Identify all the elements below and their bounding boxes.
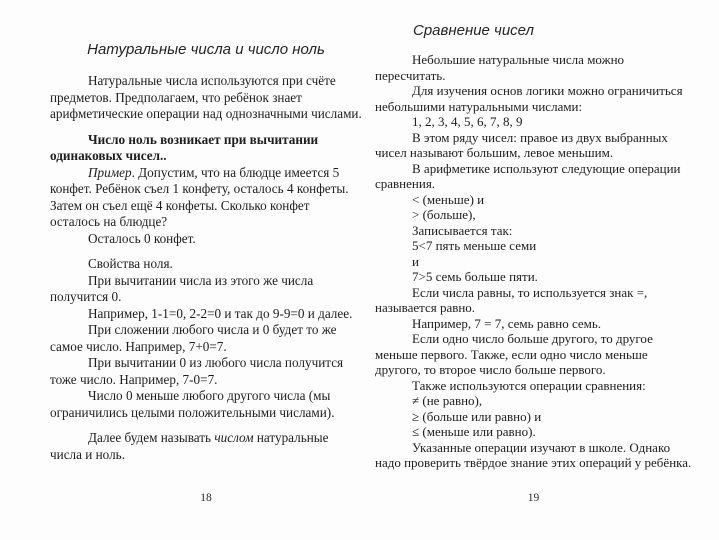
text-run: натуральные числа и ноль. — [50, 430, 329, 462]
text-run: Также используются операции сравнения: — [412, 377, 646, 393]
paragraph — [50, 231, 362, 248]
text-run: Осталось 0 конфет. — [88, 230, 196, 246]
text-run: . Допустим, что на блюдце имеется 5 конфет. Ребёнок съел 1 конфету, осталось 4 конфеты. Затем он съел ещё 4 конфеты. Сколько конфет осталось на блюдце? — [50, 164, 349, 229]
text-run: Небольшие натуральные числа можно пересчитать. — [375, 52, 625, 83]
text-run: ≠ (не равно), — [412, 393, 483, 408]
text-run: 7>5 семь больше пяти. — [412, 269, 538, 284]
paragraph — [50, 388, 362, 421]
paragraph — [375, 238, 692, 254]
text-run: 1, 2, 3, 4, 5, 6, 7, 8, 9 — [412, 114, 523, 129]
section-heading — [50, 132, 362, 165]
paragraph — [375, 393, 692, 409]
text-run: Для изучения основ логики можно ограничиться небольшими натуральными числами: — [375, 83, 683, 114]
text-run: Далее будем называть — [88, 430, 215, 445]
paragraph — [375, 316, 692, 332]
left-page-body — [50, 73, 362, 463]
paragraph — [50, 256, 362, 273]
text-run: При вычитании 0 из любого числа получится тоже число. Например, 7-0=7. — [50, 355, 344, 387]
text-run: и — [412, 253, 419, 269]
paragraph — [375, 254, 692, 270]
right-page-number: 19 — [527, 492, 540, 504]
right-page-title: Сравнение чисел — [413, 22, 534, 39]
paragraph — [375, 192, 692, 208]
text-run: В этом ряду чисел: правое из двух выбранных чисел называют большим, левое меньшим. — [375, 129, 668, 160]
paragraph — [375, 114, 692, 130]
paragraph — [50, 165, 362, 231]
text-run: ≤ (меньше или равно). — [412, 424, 536, 439]
paragraph — [50, 430, 362, 463]
text-run: Если числа равны, то используется знак =, называется равно. — [375, 284, 648, 315]
text-run: Число 0 меньше любого другого числа (мы ограничились целыми положительными числами). — [50, 388, 335, 420]
text-run: Свойства ноля. — [88, 256, 173, 271]
paragraph — [375, 207, 692, 223]
paragraph — [50, 355, 362, 388]
right-page-body — [375, 52, 692, 471]
paragraph — [375, 440, 692, 471]
text-run: Если одно число больше другого, то другое меньше первого. Также, если одно число меньше другого, то второе число больше первого. — [375, 331, 653, 377]
paragraph — [375, 269, 692, 285]
paragraph — [375, 83, 692, 114]
text-run: 5<7 пять меньше семи — [412, 238, 537, 253]
paragraph — [375, 285, 692, 316]
text-run: Натуральные числа используются при счёте предметов. Предполагаем, что ребёнок знает арифметические операции над однозначными числами. — [50, 73, 362, 121]
text-run: Например, 7 = 7, семь равно семь. — [412, 315, 602, 331]
paragraph — [375, 331, 692, 378]
paragraph — [375, 130, 692, 161]
text-run: При сложении любого числа и 0 будет то же самое число. Например, 7+0=7. — [50, 322, 337, 354]
paragraph — [375, 378, 692, 394]
paragraph — [375, 52, 692, 83]
text-run: Число ноль возникает при вычитании одинаковых чисел.. — [50, 131, 319, 163]
italic-text-run: Пример — [88, 164, 132, 180]
text-run: Например, 1-1=0, 2-2=0 и так до 9-9=0 и далее. — [88, 305, 353, 321]
text-run: > (больше), — [412, 207, 476, 222]
text-run: В арифметике используют следующие операции сравнения. — [375, 160, 681, 191]
left-page-number: 18 — [200, 492, 212, 504]
left-page-title: Натуральные числа и число ноль — [87, 41, 325, 58]
paragraph — [50, 322, 362, 355]
italic-text-run: числом — [214, 430, 254, 445]
paragraph — [375, 409, 692, 425]
text-run: При вычитании числа из этого же числа получится 0. — [50, 272, 314, 304]
text-run: Указанные операции изучают в школе. Однако надо проверить твёрдое знание этих операций у ребёнка. — [375, 439, 692, 470]
paragraph — [375, 223, 692, 239]
paragraph — [375, 424, 692, 440]
text-run: < (меньше) и — [412, 191, 485, 207]
text-run: ≥ (больше или равно) и — [412, 408, 542, 424]
paragraph — [50, 306, 362, 323]
paragraph — [50, 273, 362, 306]
paragraph — [375, 161, 692, 192]
paragraph — [50, 73, 362, 123]
text-run: Записывается так: — [412, 222, 513, 238]
